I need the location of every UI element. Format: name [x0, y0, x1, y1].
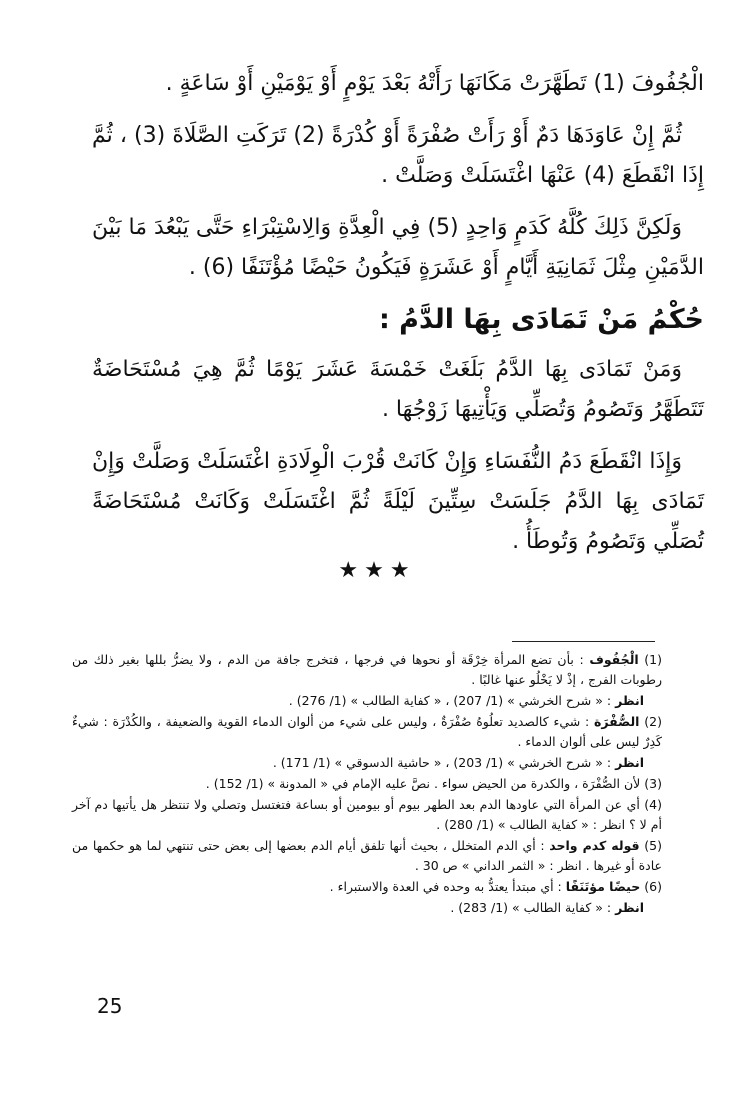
- footnotes: [72, 650, 662, 919]
- footnote: انظر : « كفاية الطالب » (1/ 283) .: [450, 900, 644, 915]
- footnote: (4) أي عن المرأة التي عاودها الدم بعد الطهر بيوم أو بيومين أو بساعة فتغتسل وتصلي ولا تنتظر هل يأتيها دم آخر أم لا ؟ انظر : « كفاية الطالب » (1/ 280) .: [72, 797, 662, 832]
- footnote: (2) الصُّفْرَة : شيء كالصديد تعلُوهُ صُفْرَةٌ ، وليس على شيء من ألوان الدماء القوية والضعيفة ، والكُدْرَة : شيءٌ كَدِرٌ ليس على ألوان الدماء .: [72, 714, 662, 749]
- main-text: [92, 64, 704, 574]
- page-number: 25: [97, 994, 123, 1018]
- paragraph-3: وَلَكِنَّ ذَلِكَ كُلَّهُ كَدَمٍ وَاحِدٍ (5) فِي الْعِدَّةِ وَالِاسْتِبْرَاءِ حَتَّى يَبْعُدَ مَا بَيْنَ الدَّمَيْنِ مِثْلَ ثَمَانِيَةِ أَيَّامٍ أَوْ عَشَرَةٍ فَيَكُونُ حَيْضًا مُؤْتَنَفًا (6) .: [92, 215, 704, 280]
- footnote-term: الْجُفُوف: [589, 652, 639, 667]
- footnote-term: انظر: [615, 693, 644, 708]
- footnote-term: انظر: [615, 900, 644, 915]
- footnote: (6) حيضًا مؤتَنَفًا : أي مبتدأ يعتدُّ به وحده في العدة والاستبراء .: [329, 879, 662, 894]
- section-heading: حُكْمُ مَنْ تَمَادَى بِهَا الدَّمُ :: [378, 304, 704, 335]
- footnote-term: الصُّفْرَة: [594, 714, 640, 729]
- footnote-divider: [512, 641, 655, 642]
- footnote-term: حيضًا مؤتَنَفًا: [565, 879, 641, 894]
- footnote-term: انظر: [615, 755, 644, 770]
- footnote: (5) قوله كدم واحد : أي الدم المتخلل ، بحيث أنها تلفق أيام الدم بعضها إلى بعض حتى تنتهي لما هو حكمها من عادة أو غيرها . انظر : « الثمر الداني » ص 30 .: [72, 838, 662, 873]
- footnote: (3) لأن الصُّفْرَة ، والكدرة من الحيض سواء . نصَّ عليه الإمام في « المدونة » (1/ 152) .: [205, 776, 662, 791]
- paragraph-5: وَإِذَا انْقَطَعَ دَمُ النُّفَسَاءِ وَإِنْ كَانَتْ قُرْبَ الْوِلَادَةِ اغْتَسَلَتْ وَصَلَّتْ وَإِنْ تَمَادَى بِهَا الدَّمُ جَلَسَتْ سِتِّينَ لَيْلَةً ثُمَّ اغْتَسَلَتْ وَكَانَتْ مُسْتَحَاضَةً تُصَلِّي وَتَصُومُ وَتُوطَأُ .: [92, 449, 704, 554]
- footnote: انظر : « شرح الخرشي » (1/ 203) ، « حاشية الدسوقي » (1/ 171) .: [272, 755, 644, 770]
- section-separator: ★★★: [338, 558, 416, 583]
- footnote: (1) الْجُفُوف : بأن تضع المرأة خِرْقَة أو نحوها في فرجها ، فتخرج جافة من الدم ، ولا يضرُّ بللها بغير ذلك من رطوبات الفرج ، إذْ لا يَخْلُو عنها غالبًا .: [72, 652, 662, 687]
- footnote: انظر : « شرح الخرشي » (1/ 207) ، « كفاية الطالب » (1/ 276) .: [288, 693, 644, 708]
- paragraph-4: وَمَنْ تَمَادَى بِهَا الدَّمُ بَلَغَتْ خَمْسَةَ عَشَرَ يَوْمًا ثُمَّ هِيَ مُسْتَحَاضَةٌ تَتَطَهَّرُ وَتَصُومُ وَتُصَلِّي وَيَأْتِيهَا زَوْجُهَا .: [92, 357, 704, 422]
- paragraph-2: ثُمَّ إِنْ عَاوَدَهَا دَمٌ أَوْ رَأَتْ صُفْرَةً أَوْ كُدْرَةً (2) تَرَكَتِ الصَّلَاةَ (3) ، ثُمَّ إِذَا انْقَطَعَ (4) عَنْهَا اغْتَسَلَتْ وَصَلَّتْ .: [92, 123, 704, 188]
- paragraph-1: الْجُفُوفَ (1) تَطَهَّرَتْ مَكَانَهَا رَأَتْهُ بَعْدَ يَوْمٍ أَوْ يَوْمَيْنِ أَوْ سَاعَةٍ .: [165, 71, 704, 96]
- footnote-term: قوله كدم واحد: [549, 838, 640, 853]
